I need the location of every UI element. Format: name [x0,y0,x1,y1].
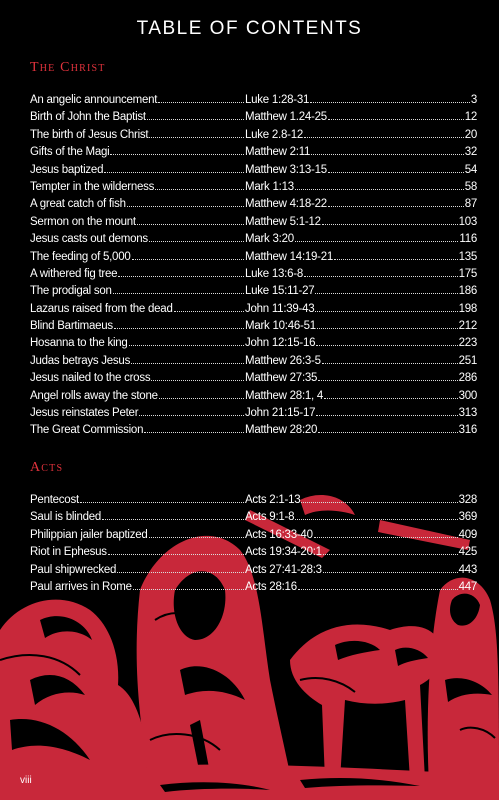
dot-leader [318,432,457,433]
scripture-reference: Matthew 3:13-15 [245,163,327,176]
dot-leader [102,519,244,520]
scripture-reference: Matthew 1.24-25 [245,111,327,124]
entry-title: Paul arrives in Rome [30,580,132,593]
dot-leader [149,241,244,242]
page-number-ref: 212 [458,320,477,333]
dot-leader [117,572,244,573]
dot-leader [132,259,245,260]
scripture-reference: Luke 13:6-8 [245,267,303,280]
entry-title: Hosanna to the king [30,337,128,350]
dot-leader [314,537,458,538]
dot-leader [298,589,458,590]
entry-title: Jesus nailed to the cross [30,372,151,385]
scripture-reference: Matthew 26:3-5 [245,354,321,367]
page-number-ref: 198 [458,302,477,315]
toc-entry [30,268,477,285]
dot-leader [158,102,244,103]
entry-title: The birth of Jesus Christ [30,128,149,141]
dot-leader [328,172,464,173]
scripture-reference: Matthew 28:20 [245,424,318,437]
toc-entry [30,303,477,320]
page-number-ref: 328 [458,494,477,506]
dot-leader [129,345,244,346]
entry-title: A great catch of fish [30,198,126,211]
page-number-ref: 251 [458,354,477,367]
toc-entry [30,581,477,598]
scripture-reference: Luke 2.8-12 [245,128,303,141]
entry-title: Riot in Ephesus [30,546,107,559]
page-number-ref: 286 [458,372,477,385]
entry-title: An angelic announcement [30,94,158,106]
scripture-reference: Acts 19:34-20:1 [245,546,322,559]
dot-leader [318,380,457,381]
scripture-reference: Mark 3:20 [245,233,294,246]
section-heading-the-christ: The Christ [30,60,106,75]
page-number-ref: 103 [458,215,477,228]
scripture-reference: Acts 2:1-13 [245,494,301,506]
entry-title: Judas betrays Jesus [30,354,131,367]
dot-leader [301,502,457,503]
scripture-reference: Matthew 5:1-12 [245,215,321,228]
dot-leader [322,224,458,225]
entry-title: Sermon on the mount [30,215,136,228]
dot-leader [127,206,244,207]
dot-leader [110,154,244,155]
dot-leader [316,415,457,416]
dot-leader [328,119,464,120]
scripture-reference: Luke 15:11-27 [245,285,315,298]
entry-title: Jesus reinstates Peter [30,407,139,420]
dot-leader [133,589,244,590]
toc-entry [30,198,477,215]
toc-entry [30,529,477,546]
page-number-ref: 186 [458,285,477,298]
toc-entry [30,233,477,250]
entry-title: Lazarus raised from the dead [30,302,173,315]
dot-leader [334,259,458,260]
page-number-ref: 316 [458,424,477,437]
page-number-ref: 12 [464,111,477,124]
toc-entry [30,146,477,163]
page-number-ref: 447 [458,580,477,593]
entry-title: Saul is blinded [30,511,102,524]
entry-title: Paul shipwrecked [30,563,117,576]
entry-title: Birth of John the Baptist [30,111,146,124]
page-number-ref: 369 [458,511,477,524]
dot-leader [131,363,244,364]
dot-leader [324,398,457,399]
scripture-reference: John 11:39-43 [245,302,315,315]
toc-entry [30,355,477,372]
page-number-ref: 313 [458,407,477,420]
toc-list-the-christ [30,94,477,442]
dot-leader [295,241,459,242]
toc-list-acts [30,494,477,598]
entry-title: Jesus casts out demons [30,233,148,246]
dot-leader [155,189,244,190]
dot-leader [295,189,464,190]
entry-title: A withered fig tree [30,267,118,280]
entry-title: Angel rolls away the stone [30,389,158,402]
dot-leader [80,502,244,503]
dot-leader [322,363,458,364]
entry-title: Gifts of the Magi [30,146,110,159]
scripture-reference: Mark 10:46-51 [245,320,316,333]
dot-leader [118,276,244,277]
page-number-ref: 58 [464,180,477,193]
dot-leader [151,380,244,381]
scripture-reference: Matthew 27:35 [245,372,318,385]
toc-entry [30,181,477,198]
page-number-ref: 32 [464,146,477,159]
entry-title: Philippian jailer baptized [30,528,148,541]
dot-leader [139,415,244,416]
page-number-ref: 409 [458,528,477,541]
toc-entry [30,546,477,563]
page-number-ref: 135 [458,250,477,263]
entry-title: Blind Bartimaeus [30,320,113,333]
dot-leader [311,154,464,155]
dot-leader [147,119,244,120]
entry-title: The prodigal son [30,285,112,298]
dot-leader [137,224,244,225]
dot-leader [113,293,244,294]
dot-leader [304,137,464,138]
entry-title: Pentecost [30,494,79,506]
entry-title: The Great Commission [30,424,144,437]
scripture-reference: Acts 27:41-28:3 [245,563,322,576]
toc-entry [30,494,477,511]
dot-leader [295,519,457,520]
toc-entry [30,111,477,128]
toc-entry [30,337,477,354]
scripture-reference: Matthew 4:18-22 [245,198,327,211]
dot-leader [144,432,244,433]
dot-leader [149,537,244,538]
scripture-reference: Luke 1:28-31 [245,94,310,106]
toc-entry [30,390,477,407]
dot-leader [159,398,244,399]
toc-entry [30,94,477,111]
page-number-ref: 87 [464,198,477,211]
dot-leader [114,328,244,329]
dot-leader [317,328,458,329]
page-number-ref: 54 [464,163,477,176]
dot-leader [328,206,464,207]
scripture-reference: Matthew 14:19-21 [245,250,334,263]
page-number-ref: 223 [458,337,477,350]
entry-title: Tempter in the wilderness [30,180,155,193]
page-number-ref: 443 [458,563,477,576]
scripture-reference: Matthew 28:1, 4 [245,389,324,402]
page-title: TABLE OF CONTENTS [136,18,363,39]
toc-entry [30,216,477,233]
toc-entry [30,129,477,146]
entry-title: The feeding of 5,000 [30,250,131,263]
dot-leader [310,102,470,103]
page-number-ref: 116 [459,233,477,246]
dot-leader [323,554,458,555]
toc-entry [30,372,477,389]
page-number-ref: 425 [458,546,477,559]
toc-entry [30,320,477,337]
entry-title: Jesus baptized [30,163,104,176]
page-number-ref: 20 [464,128,477,141]
scripture-reference: Acts 9:1-8 [245,511,295,524]
dot-leader [108,554,244,555]
scripture-reference: Acts 16:33-40 [245,528,313,541]
scripture-reference: Matthew 2:11 [245,146,311,159]
page-number-ref: 3 [470,94,477,106]
section-heading-acts: Acts [30,460,64,475]
dot-leader [315,293,457,294]
toc-entry [30,424,477,441]
dot-leader [174,311,244,312]
dot-leader [149,137,244,138]
toc-entry [30,511,477,528]
scripture-reference: Mark 1:13 [245,180,294,193]
dot-leader [323,572,458,573]
toc-entry [30,564,477,581]
scripture-reference: John 12:15-16 [245,337,316,350]
dot-leader [104,172,244,173]
scripture-reference: Acts 28:16 [245,580,297,593]
page-number-ref: 300 [458,389,477,402]
toc-entry [30,285,477,302]
scripture-reference: John 21:15-17 [245,407,316,420]
dot-leader [315,311,457,312]
dot-leader [316,345,457,346]
toc-entry [30,164,477,181]
toc-entry [30,251,477,268]
toc-entry [30,407,477,424]
dot-leader [304,276,458,277]
page-number: viii [20,775,32,786]
page-number-ref: 175 [458,267,477,280]
